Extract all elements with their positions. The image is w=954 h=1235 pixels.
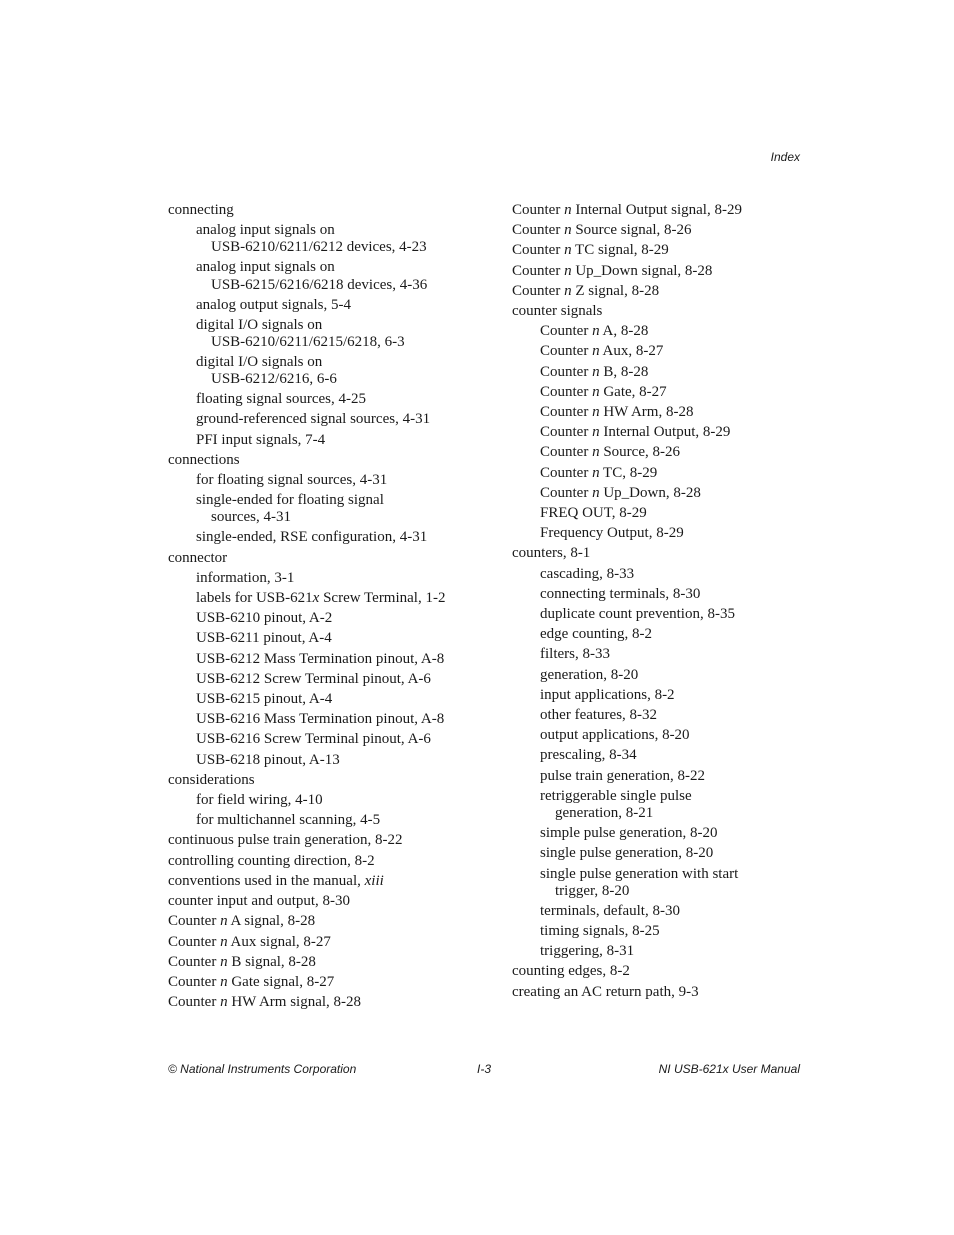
entry-text: connections [168,451,240,468]
index-subentry [168,669,498,689]
index-subentry [512,624,802,644]
index-subentry [512,921,802,941]
entry-text: for multichannel scanning, 4-5 [196,812,381,829]
index-entry [512,301,802,321]
index-subentry [512,823,802,843]
entry-text: edge counting, 8-2 [540,626,653,643]
index-subentry [512,644,802,664]
entry-text: generation, 8-20 [540,666,639,683]
entry-text: terminals, default, 8-30 [540,902,680,919]
entry-text: digital I/O signals on [196,354,323,371]
entry-text: B, 8-28 [599,363,649,380]
entry-text: USB-6210 pinout, A-2 [196,610,333,627]
index-subentry [512,864,802,884]
entry-text: Up_Down signal, 8-28 [571,262,713,279]
entry-text: USB-6216 Mass Termination pinout, A-8 [196,711,445,728]
entry-text: Source signal, 8-26 [571,222,692,239]
index-subentry-continuation [168,238,498,257]
entry-text: USB-6212/6216, 6-6 [211,371,337,388]
entry-text: Counter [540,383,593,400]
entry-text: floating signal sources, 4-25 [196,391,366,408]
entry-text: counting edges, 8-2 [512,963,630,980]
entry-text: Aux signal, 8-27 [227,933,331,950]
entry-text: Internal Output signal, 8-29 [571,202,742,218]
entry-text: sources, 4-31 [211,509,291,526]
entry-text: n [564,282,572,299]
entry-text: connecting terminals, 8-30 [540,585,701,602]
entry-text: analog output signals, 5-4 [196,296,351,313]
index-subentry [168,729,498,749]
index-subentry [512,523,802,543]
index-entry [512,240,802,260]
index-subentry-continuation [512,882,802,901]
index-subentry [168,295,498,315]
index-entry [168,891,498,911]
index-subentry [168,649,498,669]
entry-text: Gate, 8-27 [599,383,667,400]
entry-text: A signal, 8-28 [227,913,316,930]
entry-text: USB-6210/6211/6212 devices, 4-23 [211,239,427,256]
index-entry [168,450,498,470]
index-subentry [168,628,498,648]
entry-text: filters, 8-33 [540,646,610,663]
entry-text: USB-6212 Mass Termination pinout, A-8 [196,650,445,667]
entry-text: analog input signals on [196,222,335,239]
index-subentry-continuation [168,276,498,295]
entry-text: Counter [168,913,221,930]
index-subentry [512,564,802,584]
index-subentry [512,362,802,382]
index-entry [168,851,498,871]
entry-text: USB-6212 Screw Terminal pinout, A-6 [196,670,431,687]
index-subentry-continuation [512,804,802,823]
entry-text: Counter [512,262,565,279]
index-subentry [168,352,498,372]
entry-text: input applications, 8-2 [540,686,675,703]
entry-text: Counter [512,282,565,299]
index-subentry [168,588,498,608]
footer-manual-title: NI USB-621x User Manual [658,1062,800,1076]
entry-text: cascading, 8-33 [540,565,635,582]
index-subentry [168,689,498,709]
index-entry [168,972,498,992]
index-entry [512,982,802,1002]
index-subentry [168,490,498,510]
entry-text: n [564,202,572,218]
entry-text: USB-6218 pinout, A-13 [196,751,340,768]
index-subentry [512,341,802,361]
index-entry [168,830,498,850]
entry-text: Counter [168,973,221,990]
entry-text: FREQ OUT, 8-29 [540,505,647,522]
entry-text: for floating signal sources, 4-31 [196,472,388,489]
entry-text: triggering, 8-31 [540,943,635,960]
index-subentry [512,321,802,341]
entry-text: n [220,913,228,930]
index-subentry [168,315,498,335]
index-subentry [512,725,802,745]
entry-text: trigger, 8-20 [555,882,630,899]
running-header: Index [770,150,800,164]
index-subentry [168,389,498,409]
index-entry [168,548,498,568]
entry-text: conventions used in the manual, [168,872,365,889]
entry-text: Counter [540,444,593,461]
index-entry [512,200,802,220]
entry-text: Z signal, 8-28 [571,282,660,299]
entry-text: HW Arm, 8-28 [599,404,694,421]
entry-text: timing signals, 8-25 [540,922,660,939]
entry-text: duplicate count prevention, 8-35 [540,606,735,623]
index-subentry [512,604,802,624]
index-subentry [168,257,498,277]
entry-text: Counter [512,242,565,259]
entry-text: Counter [512,202,565,218]
entry-text: n [592,444,600,461]
entry-text: controlling counting direction, 8-2 [168,852,375,869]
entry-text: connector [168,549,228,566]
entry-text: Counter [168,933,221,950]
entry-text: PFI input signals, 7-4 [196,431,326,448]
entry-text: Counter [168,994,221,1011]
entry-text: n [592,343,600,360]
index-subentry-continuation [168,370,498,389]
entry-text: Frequency Output, 8-29 [540,525,684,542]
entry-text: xiii [364,872,384,889]
index-subentry [512,422,802,442]
entry-text: TC signal, 8-29 [571,242,669,259]
entry-text: single-ended, RSE configuration, 4-31 [196,529,428,546]
entry-text: Counter [540,404,593,421]
entry-text: Counter [168,953,221,970]
entry-text: n [564,222,572,239]
index-entry [512,220,802,240]
index-entry [168,952,498,972]
footer-page-number: I-3 [477,1062,492,1076]
entry-text: information, 3-1 [196,569,295,586]
index-entry [168,200,498,220]
index-entry [512,543,802,563]
index-subentry [168,220,498,240]
entry-text: Counter [540,484,593,501]
entry-text: n [592,464,600,481]
entry-text: USB-6210/6211/6215/6218, 6-3 [211,334,405,351]
entry-text: n [220,994,228,1011]
entry-text: output applications, 8-20 [540,727,690,744]
entry-text: counter input and output, 8-30 [168,893,351,910]
entry-text: USB-6211 pinout, A-4 [196,630,332,647]
footer-copyright: © National Instruments Corporation [168,1062,357,1076]
index-subentry [512,766,802,786]
index-subentry [168,709,498,729]
entry-text: counter signals [512,303,603,320]
index-subentry [512,843,802,863]
index-subentry [512,584,802,604]
index-subentry [512,442,802,462]
entry-text: B signal, 8-28 [227,953,316,970]
entry-text: HW Arm signal, 8-28 [227,994,362,1011]
index-subentry [168,527,498,547]
entry-text: Source, 8-26 [599,444,680,461]
entry-text: n [564,242,572,259]
index-subentry [512,685,802,705]
index-entry [168,770,498,790]
entry-text: simple pulse generation, 8-20 [540,825,718,842]
entry-text: continuous pulse train generation, 8-22 [168,832,403,849]
entry-text: n [564,262,572,279]
entry-text: labels for USB-621 [196,590,313,607]
entry-text: single-ended for floating signal [196,492,384,509]
entry-text: n [220,973,228,990]
index-subentry [512,665,802,685]
entry-text: Counter [540,363,593,380]
entry-text: ground-referenced signal sources, 4-31 [196,411,431,428]
index-subentry [168,430,498,450]
index-subentry [512,786,802,806]
index-subentry [168,750,498,770]
index-subentry [512,901,802,921]
entry-text: considerations [168,771,255,788]
index-subentry-continuation [168,508,498,527]
entry-text: pulse train generation, 8-22 [540,767,705,784]
entry-text: n [592,363,600,380]
entry-text: retriggerable single pulse [540,787,692,804]
entry-text: Screw Terminal, 1-2 [319,590,446,607]
entry-text: USB-6215/6216/6218 devices, 4-36 [211,276,428,293]
index-entry [168,932,498,952]
entry-text: digital I/O signals on [196,316,323,333]
entry-text: n [592,484,600,501]
index-subentry [512,463,802,483]
index-subentry [512,745,802,765]
index-entry [168,992,498,1012]
index-subentry [168,608,498,628]
index-subentry [512,705,802,725]
entry-text: single pulse generation, 8-20 [540,845,714,862]
entry-text: Gate signal, 8-27 [227,973,335,990]
entry-text: USB-6215 pinout, A-4 [196,691,333,708]
entry-text: analog input signals on [196,259,335,276]
index-subentry [168,568,498,588]
entry-text: other features, 8-32 [540,707,658,724]
index-subentry-continuation [168,333,498,352]
entry-text: n [592,404,600,421]
entry-text: prescaling, 8-34 [540,747,637,764]
index-subentry [512,402,802,422]
entry-text: counters, 8-1 [512,545,591,562]
index-subentry [512,483,802,503]
entry-text: Counter [540,323,593,340]
entry-text: Counter [540,464,593,481]
entry-text: n [220,953,228,970]
index-subentry [168,810,498,830]
entry-text: connecting [168,202,234,218]
entry-text: USB-6216 Screw Terminal pinout, A-6 [196,731,431,748]
index-subentry [168,470,498,490]
entry-text: single pulse generation with start [540,865,739,882]
entry-text: n [220,933,228,950]
entry-text: TC, 8-29 [599,464,658,481]
index-subentry [512,503,802,523]
index-entry [512,961,802,981]
entry-text: Internal Output, 8-29 [599,424,731,441]
index-entry [168,911,498,931]
entry-text: x [312,590,320,607]
entry-text: n [592,424,600,441]
index-subentry [168,790,498,810]
index-entry [512,281,802,301]
entry-text: n [592,383,600,400]
entry-text: Aux, 8-27 [599,343,664,360]
entry-text: Counter [540,424,593,441]
entry-text: Counter [540,343,593,360]
entry-text: creating an AC return path, 9-3 [512,983,699,1000]
entry-text: A, 8-28 [599,323,649,340]
entry-text: Counter [512,222,565,239]
entry-text: for field wiring, 4-10 [196,792,323,809]
index-entry [512,261,802,281]
index-entry [168,871,498,891]
index-subentry [512,382,802,402]
index-column-right [512,200,802,1002]
entry-text: Up_Down, 8-28 [599,484,701,501]
entry-text: n [592,323,600,340]
index-column-left [168,200,498,1012]
index-subentry [168,409,498,429]
entry-text: generation, 8-21 [555,805,654,822]
index-subentry [512,941,802,961]
